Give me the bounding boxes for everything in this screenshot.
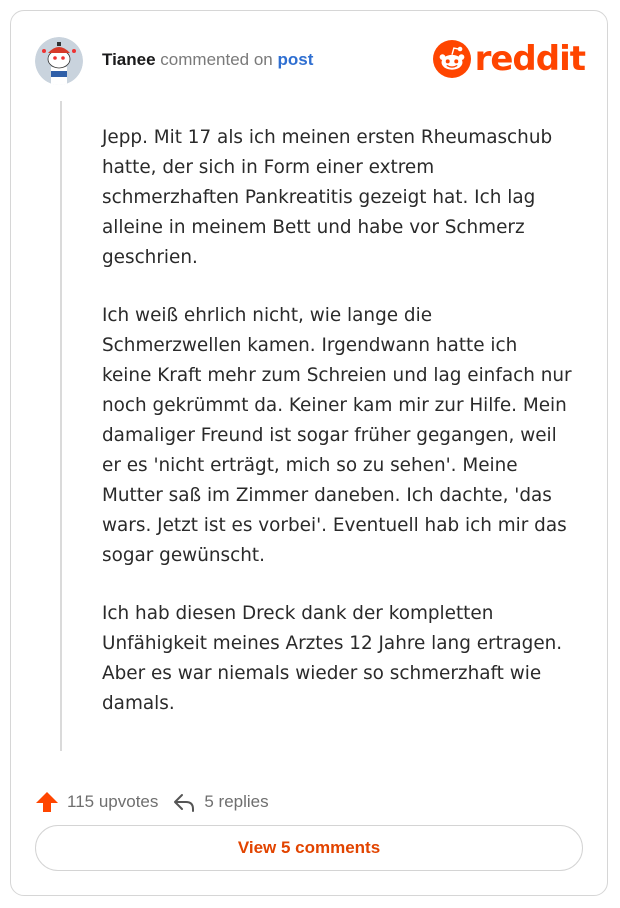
reply-count[interactable]: 5 replies (204, 792, 269, 811)
post-link[interactable]: post (277, 50, 314, 69)
thread-line[interactable] (60, 101, 62, 751)
author-name[interactable]: Tianee (102, 50, 156, 69)
view-comments-button[interactable]: View 5 comments (35, 825, 583, 871)
comment-paragraph: Ich weiß ehrlich nicht, wie lange die Schmerzwellen kamen. Irgendwann hatte ich keine Kraft mehr zum Schreien und lag einfach nur noch gekrümmt da. Keiner kam mir zur Hilfe. Mein damaliger Freund ist sogar früher gegangen, weil er es 'nicht erträgt, mich so zu sehen'. Meine Mutter saß im Zimmer daneben. Ich dachte, 'das wars. Jetzt ist es vorbei'. Eventuell hab ich mir das sogar gewünscht. (102, 305, 572, 566)
upvote-arrow-icon[interactable] (35, 790, 59, 814)
action-text: commented on (160, 50, 273, 69)
upvote-count: 115 upvotes (67, 792, 159, 811)
reddit-logo (433, 39, 585, 79)
comment-paragraph: Ich hab diesen Dreck dank der kompletten Unfähigkeit meines Arztes 12 Jahre lang ertragen. Aber es war niemals wieder so schmerzhaft wie damals. (102, 603, 563, 714)
snoo-avatar-icon (35, 37, 83, 85)
reply-arrow-icon[interactable] (172, 790, 196, 814)
reddit-wordmark: reddit (474, 39, 585, 79)
comment-paragraph: Jepp. Mit 17 als ich meinen ersten Rheumaschub hatte, der sich in Form einer extrem schmerzhaften Pankreatitis gezeigt hat. Ich lag alleine in meinem Bett und habe vor Schmerz geschrien. (102, 127, 553, 268)
comment-body (102, 123, 572, 747)
comment-card (10, 10, 608, 896)
avatar[interactable] (35, 37, 83, 85)
reddit-snoo-icon (433, 40, 471, 78)
comment-header (102, 50, 313, 70)
comment-footer (35, 787, 269, 817)
